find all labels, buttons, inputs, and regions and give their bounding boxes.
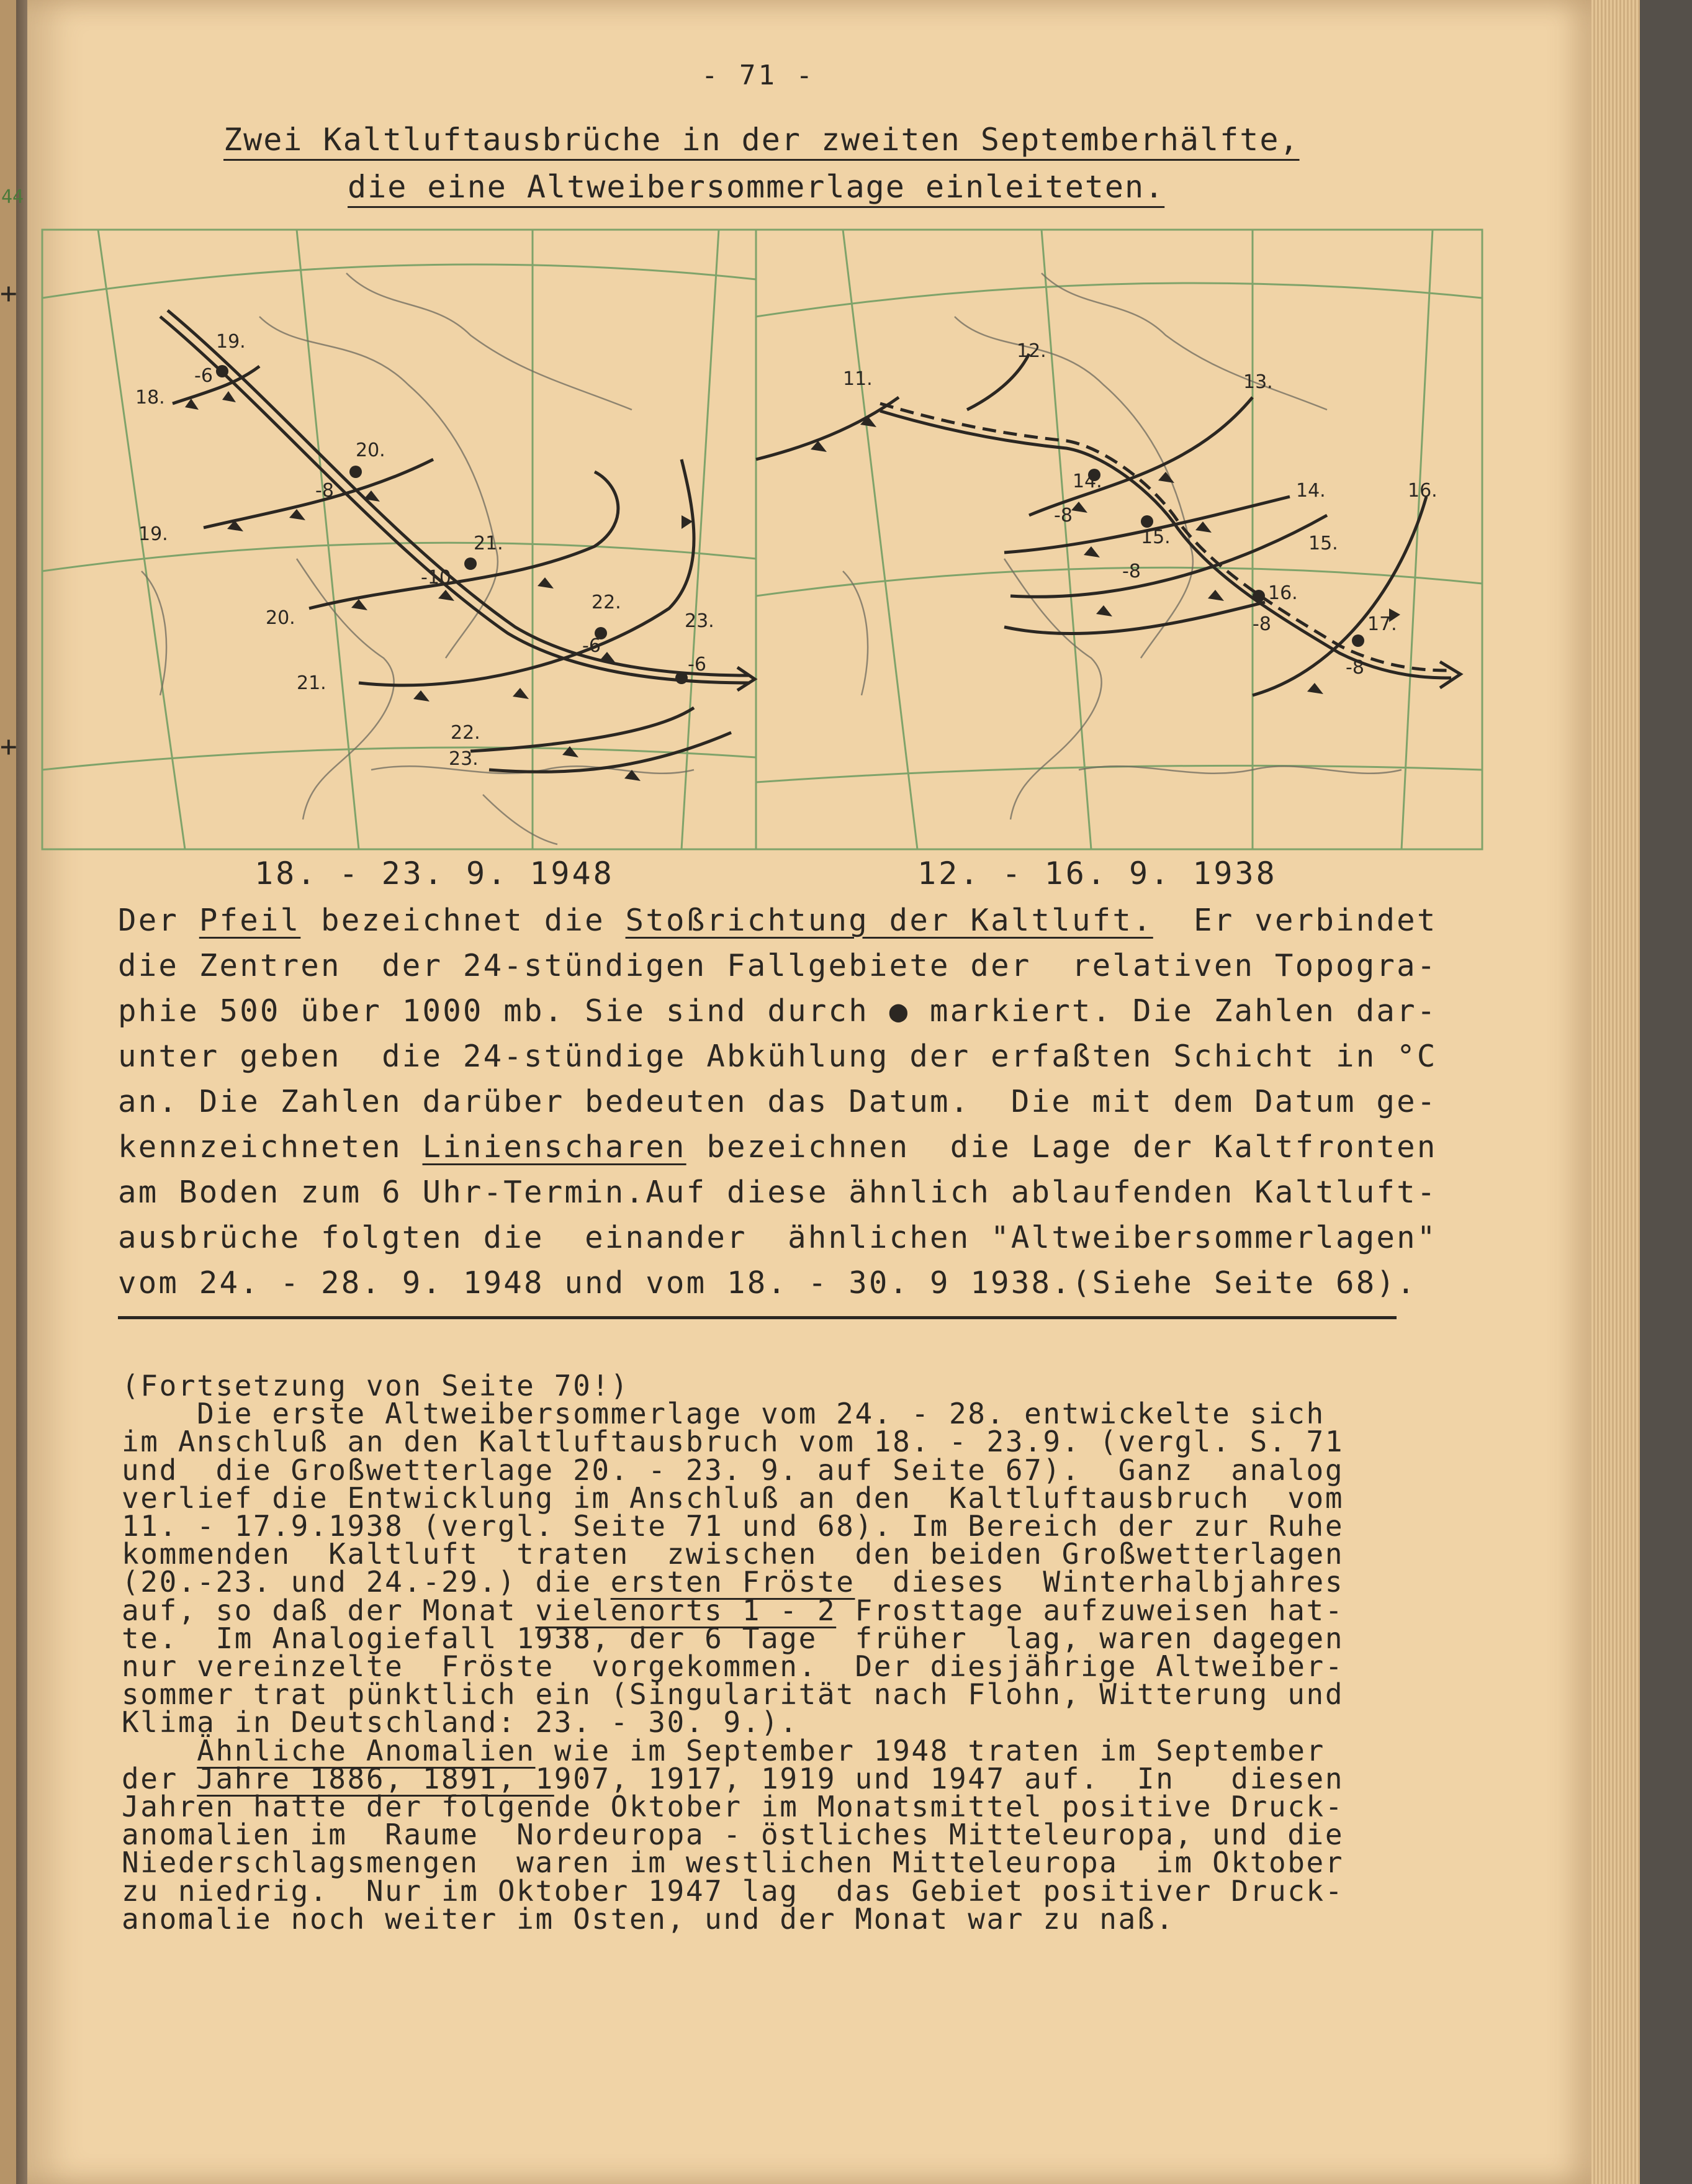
text-line [118, 1260, 1417, 1306]
map-right-label: 14. [1073, 471, 1102, 492]
text-segment: Jahren hatte der folgende Oktober im Monatsmittel positive Druck- [122, 1790, 1344, 1824]
text-line [122, 1874, 1413, 1908]
text-segment: te. Im Analogiefall 1938, der 6 Tage früher lag, waren dagegen [122, 1621, 1344, 1655]
text-line [122, 1509, 1413, 1543]
coastline-north-right [1042, 273, 1327, 410]
underlined-text: Pfeil [199, 903, 301, 938]
text-line [118, 898, 1438, 943]
text-segment: phie 500 über 1000 mb. Sie sind durch ● markiert. Die Zahlen dar- [118, 993, 1438, 1029]
map-right-date-caption: 12. - 16. 9. 1938 [917, 855, 1277, 891]
text-segment: die Zentren der 24-stündigen Fallgebiete der relativen Topogra- [118, 948, 1438, 983]
map-right-label: 12. [1017, 340, 1046, 362]
map-left-date-caption: 18. - 23. 9. 1948 [254, 855, 614, 891]
underlined-text: Linienscharen [422, 1129, 686, 1165]
text-segment: und die Großwetterlage 20. - 23. 9. auf Seite 67). Ganz analog [122, 1453, 1344, 1487]
front-15b-right [1004, 602, 1265, 634]
arrow-right-head [1440, 662, 1460, 688]
map-right-label: 11. [843, 368, 873, 390]
map-right-label: -8 [1253, 613, 1271, 635]
coastline-italy-left [483, 795, 557, 844]
map-right-label: -8 [1346, 657, 1364, 679]
text-line [122, 1818, 1413, 1852]
map-left-label: 19. [138, 523, 168, 545]
text-segment: Der [118, 903, 199, 938]
map-left-label: -6 [688, 654, 706, 675]
text-segment: unter geben die 24-stündige Abkühlung der erfaßten Schicht in °C [118, 1039, 1438, 1074]
coastline-north-left [346, 273, 632, 410]
text-segment: auf, so daß der Monat [122, 1593, 536, 1627]
map-left-label: 20. [266, 607, 295, 629]
text-segment: vom 24. - 28. 9. 1948 und vom 18. - 30. 9 1938.(Siehe Seite 68). [118, 1265, 1417, 1301]
map-left-label: 19. [216, 331, 246, 353]
front-22-left [470, 708, 694, 751]
text-segment: Er verbindet [1153, 903, 1438, 938]
text-line [122, 1761, 1413, 1795]
text-segment: verlief die Entwicklung im Anschluß an den Kaltluftausbruch vom [122, 1481, 1344, 1515]
text-line [122, 1369, 1413, 1402]
front-11-right [756, 397, 899, 459]
text-line [122, 1537, 1413, 1571]
text-line [122, 1846, 1413, 1880]
page-number: - 71 - [701, 60, 815, 91]
page-title-line-2: die eine Altweibersommerlage einleiteten. [348, 169, 1165, 205]
map-left-label: 23. [449, 748, 479, 770]
text-line [122, 1705, 1413, 1740]
section-divider [118, 1316, 1397, 1319]
cooling-centre-dots [216, 365, 1364, 684]
text-segment: an. Die Zahlen darüber bedeuten das Datum. Die mit dem Datum ge- [118, 1084, 1438, 1119]
text-line [122, 1425, 1413, 1459]
map-left-label: 18. [135, 387, 165, 408]
weather-maps [36, 223, 1488, 857]
page-title-line-1: Zwei Kaltluftausbrüche in der zweiten Septemberhälfte, [223, 122, 1300, 158]
map-left-label: -8 [315, 480, 334, 502]
map-right-label: 15. [1308, 533, 1338, 554]
map-left-label: -10 [421, 567, 451, 589]
map-right-label: 17. [1367, 613, 1397, 635]
text-segment: 11. - 17.9.1938 (vergl. Seite 71 und 68). Im Bereich der zur Ruhe [122, 1509, 1344, 1543]
map-explanation-paragraph [118, 898, 1438, 1306]
text-segment: dieses Winterhalbjahres [855, 1565, 1344, 1599]
map-left-label: 21. [297, 672, 326, 694]
text-line [122, 1593, 1413, 1627]
text-line [118, 1124, 1438, 1170]
text-line [122, 1733, 1413, 1767]
margin-mark-plus: + [0, 276, 17, 310]
text-line [118, 943, 1438, 988]
text-line [122, 1453, 1413, 1487]
text-segment: Die erste Altweibersommerlage vom 24. - 28. entwickelte sich [122, 1397, 1325, 1431]
text-segment: sommer trat pünktlich ein (Singularität nach Flohn, Witterung und [122, 1677, 1344, 1712]
arrow-left-head [737, 667, 755, 690]
arrow-left-line-a [160, 317, 750, 683]
text-line [122, 1790, 1413, 1824]
map-left-label: 22. [592, 592, 621, 613]
front-23-left [489, 733, 731, 772]
text-segment: (20.-23. und 24.-29.) die [122, 1565, 611, 1599]
map-left-label: -6 [194, 365, 213, 387]
text-line [122, 1902, 1413, 1936]
map-left-label: 23. [685, 610, 714, 632]
text-segment: bezeichnet die [300, 903, 626, 938]
text-line [122, 1397, 1413, 1431]
underlined-text: ersten Fröste [610, 1565, 855, 1599]
map-right-label: 13. [1243, 371, 1273, 393]
text-segment: anomalie noch weiter im Osten, und der Monat war zu naß. [122, 1902, 1175, 1936]
text-segment: kennzeichneten [118, 1129, 423, 1165]
text-line [122, 1677, 1413, 1712]
map-left-label: 20. [356, 440, 385, 461]
text-segment: am Boden zum 6 Uhr-Termin.Auf diese ähnlich ablaufenden Kaltluft- [118, 1175, 1438, 1210]
text-line [118, 1215, 1438, 1260]
text-line [122, 1649, 1413, 1684]
text-segment: (Fortsetzung von Seite 70!) [122, 1369, 629, 1402]
text-segment: der [122, 1761, 197, 1795]
underlined-text: Jahre 1886, 1891, 1 [197, 1761, 554, 1795]
underlined-text: Ähnliche Anomalien [197, 1733, 536, 1767]
underlined-text: Stoßrichtung der Kaltluft. [625, 903, 1153, 938]
front-21-left [359, 459, 694, 685]
map-right-label: 16. [1268, 582, 1298, 604]
text-segment: bezeichnen die Lage der Kaltfronten [686, 1129, 1438, 1165]
front-18-left [173, 366, 259, 404]
map-right-label: 14. [1296, 480, 1326, 502]
text-segment: Klima in Deutschland: 23. - 30. 9.). [122, 1705, 799, 1740]
map-left-label: 21. [474, 533, 503, 554]
map-right-frame [756, 230, 1482, 849]
page-block-edge [1591, 0, 1640, 2184]
cover-board [1640, 0, 1692, 2184]
text-segment: nur vereinzelte Fröste vorgekommen. Der diesjährige Altweiber- [122, 1649, 1344, 1684]
text-line [122, 1565, 1413, 1599]
text-line [122, 1621, 1413, 1655]
map-right-label: -8 [1054, 505, 1073, 526]
text-segment: Niederschlagsmengen waren im westlichen Mitteleuropa im Oktober [122, 1846, 1344, 1880]
map-right-label: 15. [1141, 526, 1171, 548]
text-segment: im Anschluß an den Kaltluftausbruch vom 18. - 23.9. (vergl. S. 71 [122, 1425, 1344, 1459]
text-segment: 907, 1917, 1919 und 1947 auf. In diesen [554, 1761, 1344, 1795]
text-segment: wie im September 1948 traten im September [535, 1733, 1325, 1767]
previous-page-edge [0, 0, 16, 2184]
map-left-label: 22. [451, 722, 480, 744]
margin-mark-number: 44 [1, 186, 24, 208]
text-segment: kommenden Kaltluft traten zwischen den beiden Großwetterlagen [122, 1537, 1344, 1571]
map-right-label: 16. [1408, 480, 1438, 502]
arrow-left-line-b [168, 310, 750, 675]
map-right-label: -8 [1122, 561, 1141, 582]
text-segment: anomalien im Raume Nordeuropa - östliches Mitteleuropa, und die [122, 1818, 1344, 1852]
front-12-right [967, 354, 1029, 410]
text-line [118, 1079, 1438, 1124]
coastline-britain-right [843, 571, 868, 695]
text-line [118, 1170, 1438, 1215]
text-segment: Frosttage aufzuweisen hat- [836, 1593, 1344, 1627]
text-line [122, 1481, 1413, 1515]
text-segment: ausbrüche folgten die einander ähnlichen "Altweibersommerlagen" [118, 1220, 1438, 1255]
text-line [118, 988, 1438, 1034]
underlined-text: vielenorts 1 - 2 [535, 1593, 837, 1627]
text-line [118, 1034, 1438, 1079]
map-left-label: -6 [582, 635, 601, 657]
margin-mark-plus: + [0, 729, 17, 763]
continuation-paragraph [122, 1369, 1413, 1936]
text-segment: zu niedrig. Nur im Oktober 1947 lag das Gebiet positiver Druck- [122, 1874, 1344, 1908]
